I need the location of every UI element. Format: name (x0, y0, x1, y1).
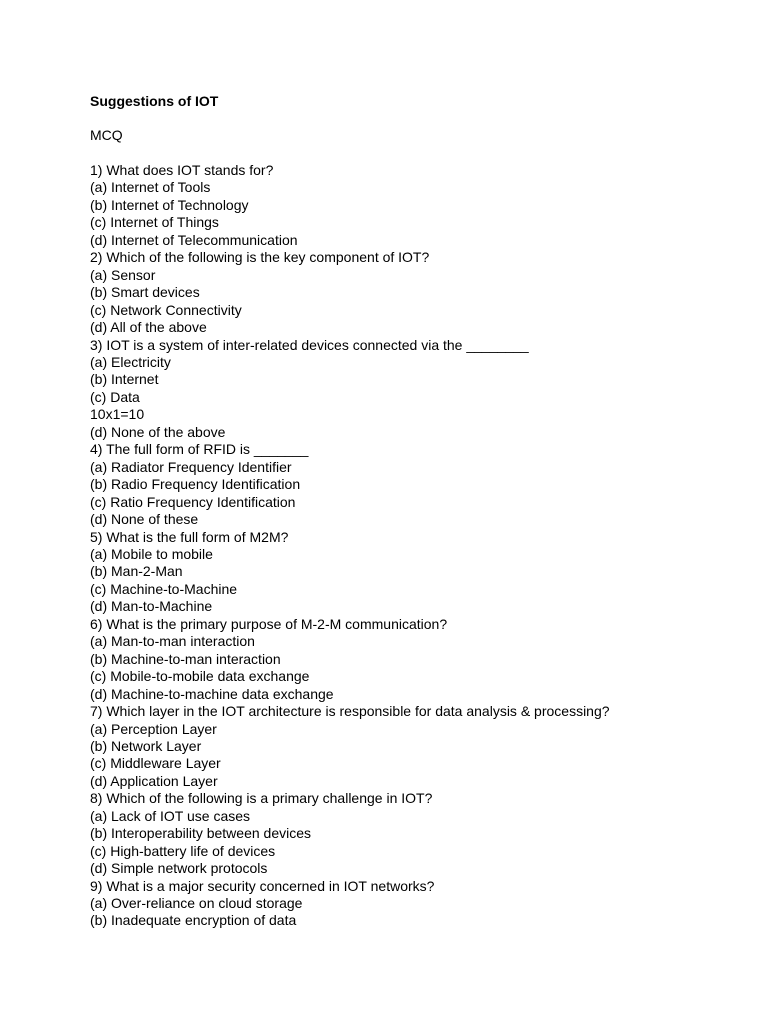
document-line: (c) Data (90, 388, 140, 405)
document-line: (d) Man-to-Machine (90, 598, 213, 615)
document-line: 7) Which layer in the IOT architecture is responsible for data analysis & processing? (90, 703, 610, 720)
document-line: (d) None of the above (90, 423, 226, 440)
document-line: (a) Internet of Tools (90, 179, 211, 196)
document-line: (a) Electricity (90, 353, 171, 370)
document-line: (d) Machine-to-machine data exchange (90, 685, 334, 702)
document-line: (d) Internet of Telecommunication (90, 231, 298, 248)
document-line: (c) Machine-to-Machine (90, 580, 238, 597)
document-line: (b) Man-2-Man (90, 563, 183, 580)
document-line: (a) Lack of IOT use cases (90, 807, 251, 824)
document-line: (c) Network Connectivity (90, 301, 242, 318)
document-line: (c) Ratio Frequency Identification (90, 493, 296, 510)
document-line: (b) Interoperability between devices (90, 825, 312, 842)
document-line: (c) High-battery life of devices (90, 842, 276, 859)
document-line: (a) Mobile to mobile (90, 545, 213, 562)
document-line: (d) Simple network protocols (90, 860, 268, 877)
document-line: (b) Smart devices (90, 284, 200, 301)
document-line: (a) Perception Layer (90, 720, 217, 737)
document-line: (a) Man-to-man interaction (90, 633, 255, 650)
document-line: (c) Mobile-to-mobile data exchange (90, 668, 310, 685)
document-line: (b) Internet of Technology (90, 196, 249, 213)
document-line: (a) Radiator Frequency Identifier (90, 458, 292, 475)
document-line: 5) What is the full form of M2M? (90, 528, 289, 545)
question-list (90, 162, 750, 930)
document-line: 4) The full form of RFID is _______ (90, 441, 309, 458)
document-line: 1) What does IOT stands for? (90, 162, 274, 178)
document-line: (c) Internet of Things (90, 214, 219, 231)
document-line: 2) Which of the following is the key component of IOT? (90, 249, 430, 266)
document-line: (b) Internet (90, 371, 159, 388)
document-line: (d) Application Layer (90, 772, 218, 789)
document-line: (b) Network Layer (90, 737, 202, 754)
document-line: (b) Inadequate encryption of data (90, 912, 297, 929)
section-label: MCQ (90, 127, 123, 143)
document-line: (c) Middleware Layer (90, 755, 221, 772)
document-line: (b) Radio Frequency Identification (90, 476, 301, 493)
document-line: (d) None of these (90, 511, 199, 528)
document-line: (b) Machine-to-man interaction (90, 650, 281, 667)
document-line: 9) What is a major security concerned in IOT networks? (90, 877, 435, 894)
document-line: 6) What is the primary purpose of M-2-M communication? (90, 615, 448, 632)
document-line: 3) IOT is a system of inter-related devices connected via the ________ (90, 336, 529, 353)
document-page (90, 93, 750, 930)
document-title: Suggestions of IOT (90, 93, 219, 109)
document-line: 10x1=10 (90, 406, 145, 423)
document-line: 8) Which of the following is a primary challenge in IOT? (90, 790, 433, 807)
document-line: (a) Sensor (90, 266, 156, 283)
document-line: (d) All of the above (90, 319, 207, 336)
document-line: (a) Over-reliance on cloud storage (90, 895, 303, 912)
